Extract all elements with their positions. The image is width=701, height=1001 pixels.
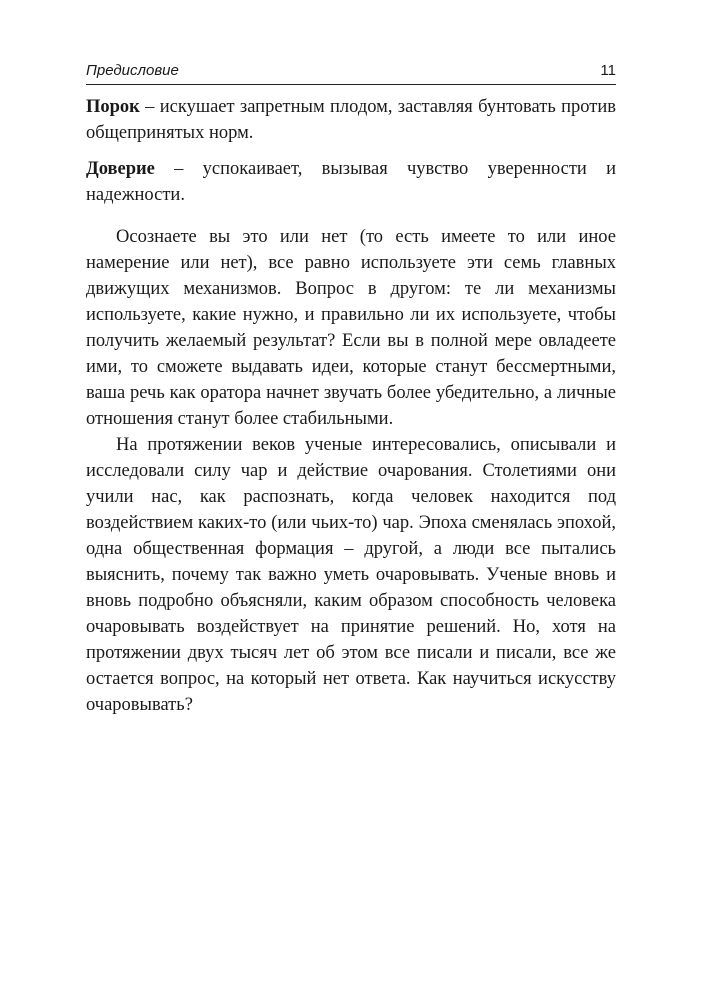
page-body: [86, 94, 616, 718]
definition-term: Порок: [86, 97, 140, 117]
definition-trust: [86, 156, 616, 208]
paragraph: Осознаете вы это или нет (то есть имеете то или иное намерение или нет), все равно используете эти семь главных движущих механизмов. Вопрос в другом: те ли механизмы используете, какие нужно, и правильно ли их используете, чтобы получить желаемый результат? Если вы в полной мере овладеете ими, то сможете выдавать идеи, которые станут бессмертными, ваша речь как оратора начнет звучать более убедительно, а личные отношения станут более стабильными.: [86, 227, 616, 429]
paragraph: На протяжении веков ученые интересовались, описывали и исследовали силу чар и действие очарования. Столетиями они учили нас, как распознать, когда человек находится под воздействием каких-то (или чьих-то) чар. Эпоха сменялась эпохой, одна общественная формация – другой, а люди все пытались выяснить, почему так важно уметь очаровывать. Ученые вновь и вновь подробно объясняли, каким образом способность человека очаровывать воздействует на принятие решений. Но, хотя на протяжении двух тысяч лет об этом все писали и писали, все же остается вопрос, на который нет ответа. Как научиться искусству очаровывать?: [86, 435, 616, 715]
definition-vice: [86, 94, 616, 146]
definition-term: Доверие: [86, 159, 155, 179]
page-number: 11: [600, 62, 616, 79]
definition-text: – успокаивает, вызывая чувство уверенности и надежности.: [86, 159, 616, 205]
definition-text: – искушает запретным плодом, заставляя бунтовать против общепринятых норм.: [86, 97, 616, 143]
running-header: [86, 60, 616, 85]
section-title: Предисловие: [86, 62, 179, 79]
